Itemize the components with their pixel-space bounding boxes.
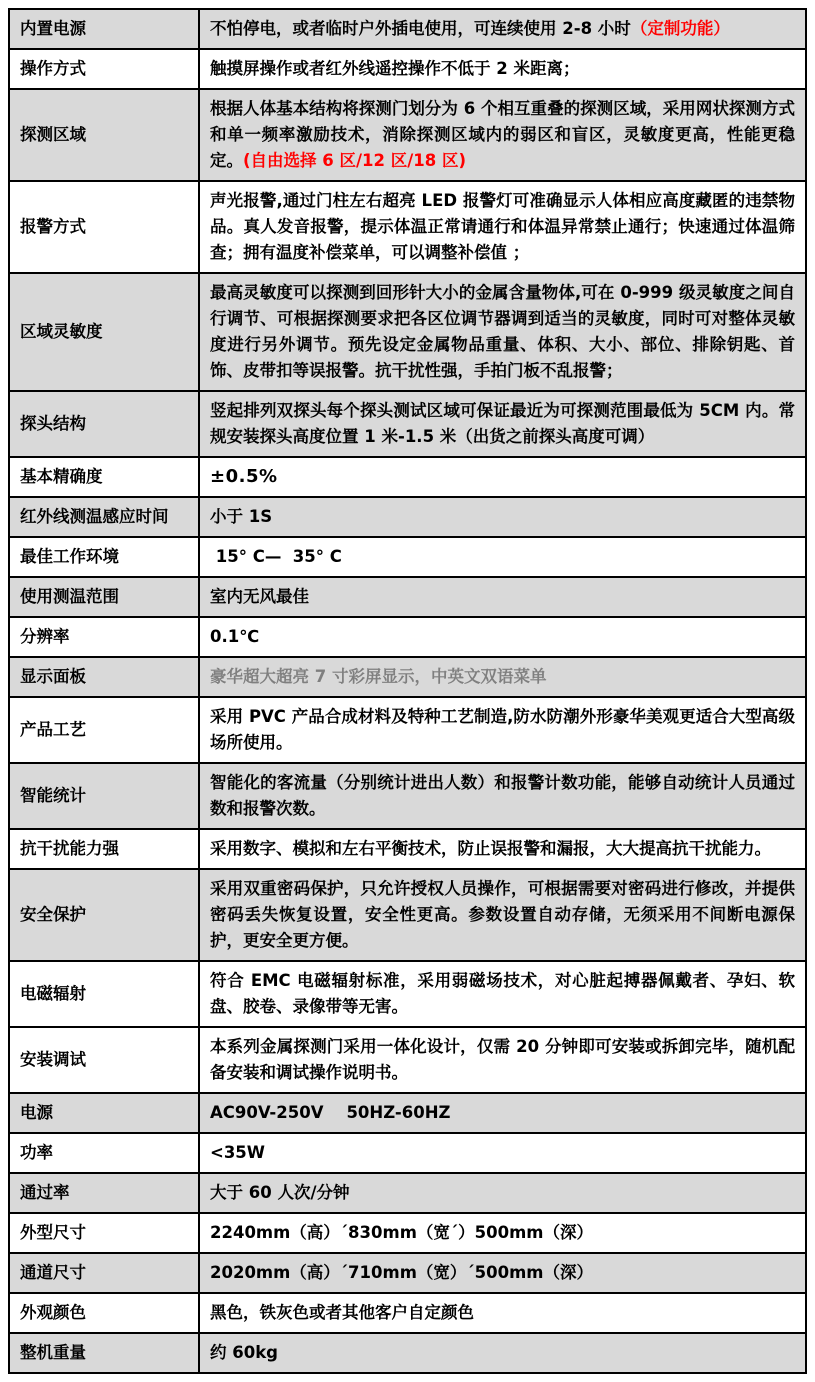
spec-value: [199, 181, 806, 273]
spec-value: [199, 1027, 806, 1093]
spec-label: 安全保护: [9, 869, 199, 961]
table-row: [9, 457, 806, 497]
table-row: [9, 1173, 806, 1213]
spec-value: [199, 89, 806, 181]
spec-value-segment: 约 60kg: [210, 1343, 278, 1362]
spec-value: [199, 537, 806, 577]
spec-value: [199, 1093, 806, 1133]
spec-value-segment: 最高灵敏度可以探测到回形针大小的金属含量物体,可在 0-999 级灵敏度之间自行调节、可根据探测要求把各区位调节器调到适当的灵敏度，同时可对整体灵敏度进行另外调节。预先设定金属物品重量、体积、大小、部位、排除钥匙、首饰、皮带扣等误报警。抗干扰性强，手拍门板不乱报警；: [210, 283, 795, 380]
spec-value: [199, 763, 806, 829]
spec-value: [199, 617, 806, 657]
spec-value: [199, 1333, 806, 1373]
spec-value: [199, 961, 806, 1027]
spec-label: 使用测温范围: [9, 577, 199, 617]
table-row: [9, 763, 806, 829]
spec-label: 产品工艺: [9, 697, 199, 763]
spec-label: 探测区域: [9, 89, 199, 181]
spec-value: [199, 497, 806, 537]
spec-value-segment: ±0.5%: [210, 466, 278, 487]
spec-value: [199, 391, 806, 457]
spec-value-segment: 符合 EMC 电磁辐射标准，采用弱磁场技术，对心脏起搏器佩戴者、孕妇、软盘、胶卷、录像带等无害。: [210, 971, 795, 1016]
spec-value-segment: 15° C— 35° C: [210, 547, 342, 566]
table-row: [9, 1213, 806, 1253]
table-row: [9, 577, 806, 617]
table-row: [9, 1093, 806, 1133]
spec-label: 操作方式: [9, 49, 199, 89]
spec-value-segment: 室内无风最佳: [210, 587, 309, 606]
table-row: [9, 961, 806, 1027]
spec-value: [199, 577, 806, 617]
spec-label: 探头结构: [9, 391, 199, 457]
table-row: [9, 657, 806, 697]
spec-value-segment: （定制功能）: [630, 19, 730, 38]
table-row: [9, 273, 806, 391]
spec-value-segment: 触摸屏操作或者红外线遥控操作不低于 2 米距离；: [210, 59, 580, 78]
table-row: [9, 1133, 806, 1173]
spec-value: [199, 697, 806, 763]
spec-label: 报警方式: [9, 181, 199, 273]
spec-value: [199, 273, 806, 391]
table-row: [9, 89, 806, 181]
spec-label: 功率: [9, 1133, 199, 1173]
spec-label: 基本精确度: [9, 457, 199, 497]
spec-value-segment: AC90V-250V 50HZ-60HZ: [210, 1103, 451, 1122]
table-row: [9, 1027, 806, 1093]
spec-label: 通道尺寸: [9, 1253, 199, 1293]
spec-value-segment: 采用双重密码保护，只允许授权人员操作，可根据需要对密码进行修改，并提供密码丢失恢复设置，安全性更高。参数设置自动存储，无须采用不间断电源保护，更安全更方便。: [210, 879, 795, 950]
table-row: [9, 497, 806, 537]
table-row: [9, 1333, 806, 1373]
table-row: [9, 537, 806, 577]
spec-label: 红外线测温感应时间: [9, 497, 199, 537]
spec-value-segment: 采用 PVC 产品合成材料及特种工艺制造,防水防潮外形豪华美观更适合大型高级场所使用。: [210, 707, 795, 752]
spec-value: [199, 1173, 806, 1213]
spec-table: [8, 8, 807, 1374]
spec-label: 分辨率: [9, 617, 199, 657]
spec-label: 电磁辐射: [9, 961, 199, 1027]
spec-value: [199, 1133, 806, 1173]
spec-value-segment: 采用数字、模拟和左右平衡技术，防止误报警和漏报，大大提高抗干扰能力。: [210, 839, 771, 858]
spec-value: [199, 1293, 806, 1333]
spec-value-segment: 大于 60 人次/分钟: [210, 1183, 350, 1202]
spec-label: 区域灵敏度: [9, 273, 199, 391]
spec-value: [199, 1213, 806, 1253]
spec-value-segment: (自由选择 6 区/12 区/18 区): [243, 151, 467, 170]
spec-value-segment: 小于 1S: [210, 507, 273, 526]
spec-value: [199, 457, 806, 497]
spec-label: 整机重量: [9, 1333, 199, 1373]
spec-value-segment: <35W: [210, 1143, 265, 1162]
spec-value: [199, 1253, 806, 1293]
spec-value-segment: 根据人体基本结构将探测门划分为 6 个相互重叠的探测区域，采用网状探测方式和单一频率激励技术，消除探测区域内的弱区和盲区，灵敏度更高，性能更稳定。: [210, 99, 795, 170]
spec-value: [199, 49, 806, 89]
spec-value: [199, 9, 806, 49]
spec-value-segment: 本系列金属探测门采用一体化设计，仅需 20 分钟即可安装或拆卸完毕，随机配备安装和调试操作说明书。: [210, 1037, 795, 1082]
spec-label: 内置电源: [9, 9, 199, 49]
table-row: [9, 1253, 806, 1293]
table-row: [9, 1293, 806, 1333]
table-row: [9, 9, 806, 49]
spec-value-segment: 0.1℃: [210, 627, 260, 646]
spec-label: 显示面板: [9, 657, 199, 697]
spec-label: 通过率: [9, 1173, 199, 1213]
spec-value-segment: 声光报警,通过门柱左右超亮 LED 报警灯可准确显示人体相应高度藏匿的违禁物品。真人发音报警，提示体温正常请通行和体温异常禁止通行；快速通过体温筛查；拥有温度补偿菜单，可以调整补偿值 ；: [210, 191, 795, 262]
spec-value-segment: 2020mm（高）´710mm（宽）´500mm（深）: [210, 1263, 593, 1282]
spec-value: [199, 829, 806, 869]
table-row: [9, 181, 806, 273]
spec-label: 外型尺寸: [9, 1213, 199, 1253]
table-row: [9, 829, 806, 869]
spec-value-segment: 竖起排列双探头每个探头测试区域可保证最近为可探测范围最低为 5CM 内。常规安装探头高度位置 1 米-1.5 米（出货之前探头高度可调）: [210, 401, 795, 446]
spec-label: 智能统计: [9, 763, 199, 829]
spec-label: 安装调试: [9, 1027, 199, 1093]
spec-label: 电源: [9, 1093, 199, 1133]
spec-label: 外观颜色: [9, 1293, 199, 1333]
spec-value-segment: 智能化的客流量（分别统计进出人数）和报警计数功能，能够自动统计人员通过数和报警次数。: [210, 773, 795, 818]
spec-value-segment: 豪华超大超亮 7 寸彩屏显示，中英文双语菜单: [210, 667, 547, 686]
spec-value: [199, 869, 806, 961]
spec-label: 抗干扰能力强: [9, 829, 199, 869]
spec-label: 最佳工作环境: [9, 537, 199, 577]
spec-value: [199, 657, 806, 697]
spec-value-segment: 2240mm（高）´830mm（宽´）500mm（深）: [210, 1223, 593, 1242]
spec-value-segment: 不怕停电，或者临时户外插电使用，可连续使用 2-8 小时: [210, 19, 631, 38]
spec-table-body: [9, 9, 806, 1373]
table-row: [9, 617, 806, 657]
table-row: [9, 49, 806, 89]
table-row: [9, 869, 806, 961]
spec-value-segment: 黑色，铁灰色或者其他客户自定颜色: [210, 1303, 474, 1322]
table-row: [9, 697, 806, 763]
table-row: [9, 391, 806, 457]
